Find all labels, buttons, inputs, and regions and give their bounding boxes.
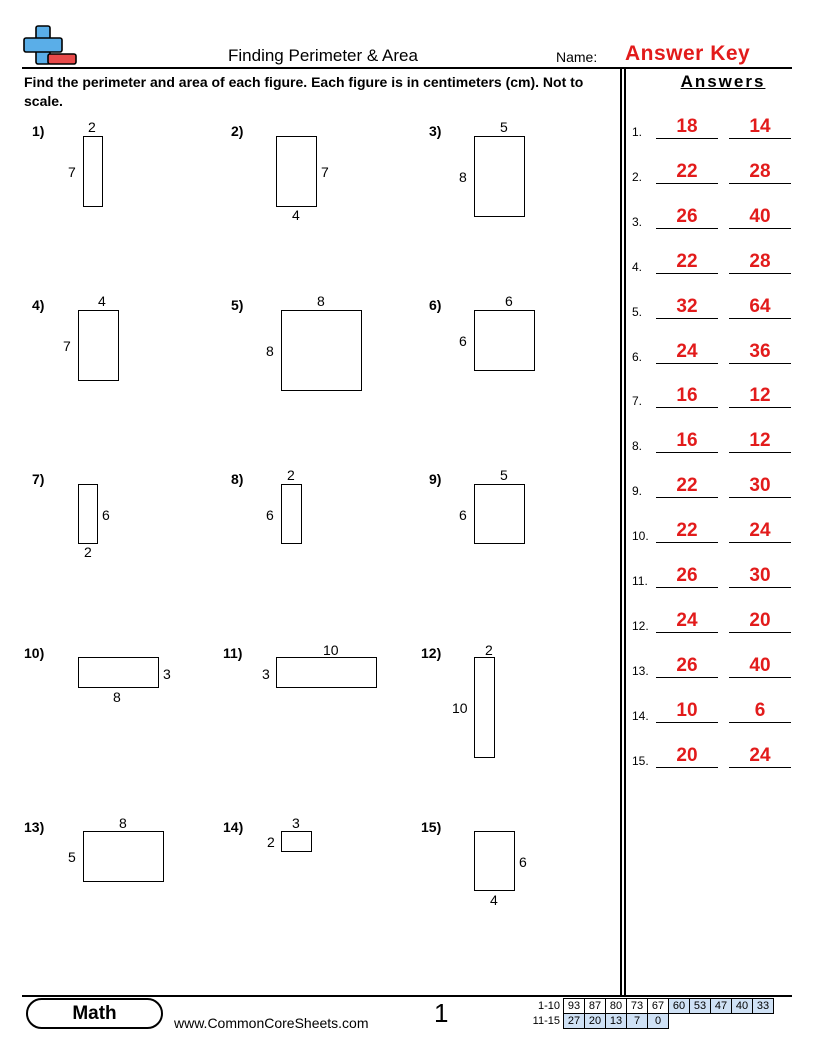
score-cell-empty xyxy=(711,1014,732,1029)
problem-label: 9) xyxy=(429,471,442,487)
area-answer[interactable]: 28 xyxy=(729,251,791,274)
column-divider-left xyxy=(620,69,622,995)
area-answer[interactable]: 24 xyxy=(729,745,791,768)
score-cell: 20 xyxy=(585,1014,606,1029)
answer-number: 13. xyxy=(632,663,649,678)
rectangle-figure xyxy=(474,310,535,371)
score-cell: 73 xyxy=(627,999,648,1014)
problem-label: 7) xyxy=(32,471,45,487)
score-cell: 13 xyxy=(606,1014,627,1029)
area-answer[interactable]: 24 xyxy=(729,520,791,543)
rectangle-figure xyxy=(83,831,164,882)
rectangle-figure xyxy=(474,831,515,891)
score-cell-empty xyxy=(669,1014,690,1029)
problem-label: 5) xyxy=(231,297,244,313)
answer-row xyxy=(631,295,801,319)
dimension-label: 3 xyxy=(262,666,270,682)
answer-row xyxy=(631,564,801,588)
dimension-label: 3 xyxy=(163,666,171,682)
dimension-label: 8 xyxy=(317,293,325,309)
score-cell: 27 xyxy=(564,1014,585,1029)
answer-number: 4. xyxy=(632,259,643,274)
score-cell: 40 xyxy=(732,999,753,1014)
problem-label: 14) xyxy=(223,819,244,835)
dimension-label: 7 xyxy=(68,164,76,180)
score-cell: 80 xyxy=(606,999,627,1014)
perimeter-answer[interactable]: 22 xyxy=(656,520,718,543)
answer-number: 3. xyxy=(632,214,643,229)
perimeter-answer[interactable]: 22 xyxy=(656,161,718,184)
dimension-label: 6 xyxy=(459,507,467,523)
area-answer[interactable]: 28 xyxy=(729,161,791,184)
dimension-label: 6 xyxy=(102,507,110,523)
dimension-label: 2 xyxy=(88,119,96,135)
problem-label: 10) xyxy=(24,645,45,661)
dimension-label: 2 xyxy=(287,467,295,483)
website-link[interactable]: www.CommonCoreSheets.com xyxy=(174,1015,369,1031)
answer-number: 6. xyxy=(632,349,643,364)
score-row xyxy=(528,999,774,1014)
answer-number: 2. xyxy=(632,169,643,184)
dimension-label: 10 xyxy=(452,700,468,716)
dimension-label: 8 xyxy=(113,689,121,705)
answer-number: 10. xyxy=(632,529,649,544)
perimeter-answer[interactable]: 22 xyxy=(656,251,718,274)
score-cell: 67 xyxy=(648,999,669,1014)
dimension-label: 8 xyxy=(459,169,467,185)
subject-badge: Math xyxy=(26,998,163,1029)
score-cell: 0 xyxy=(648,1014,669,1029)
perimeter-answer[interactable]: 26 xyxy=(656,206,718,229)
rectangle-figure xyxy=(474,484,525,544)
problem-label: 13) xyxy=(24,819,45,835)
problem-label: 12) xyxy=(421,645,442,661)
area-answer[interactable]: 12 xyxy=(729,385,791,408)
area-answer[interactable]: 40 xyxy=(729,206,791,229)
answer-number: 8. xyxy=(632,439,643,454)
rectangle-figure xyxy=(474,136,525,217)
dimension-label: 8 xyxy=(119,815,127,831)
rectangle-figure xyxy=(78,657,159,688)
answer-number: 11. xyxy=(632,574,648,588)
answer-row xyxy=(631,699,801,723)
rectangle-figure xyxy=(281,310,362,391)
perimeter-answer[interactable]: 26 xyxy=(656,655,718,678)
answers-heading: Answers xyxy=(680,72,766,91)
perimeter-answer[interactable]: 16 xyxy=(656,430,718,453)
dimension-label: 2 xyxy=(267,834,275,850)
score-cell: 53 xyxy=(690,999,711,1014)
dimension-label: 6 xyxy=(266,507,274,523)
score-cell: 87 xyxy=(585,999,606,1014)
answer-row xyxy=(631,609,801,633)
dimension-label: 6 xyxy=(459,333,467,349)
perimeter-answer[interactable]: 26 xyxy=(656,565,718,588)
answer-row xyxy=(631,205,801,229)
dimension-label: 2 xyxy=(84,544,92,560)
answer-row xyxy=(631,340,801,364)
perimeter-answer[interactable]: 32 xyxy=(656,296,718,319)
rectangle-figure xyxy=(78,310,119,381)
area-answer[interactable]: 20 xyxy=(729,610,791,633)
score-row xyxy=(528,1014,774,1029)
plus-minus-logo-icon xyxy=(22,24,78,68)
answer-row xyxy=(631,384,801,408)
rectangle-figure xyxy=(474,657,495,758)
problem-label: 3) xyxy=(429,123,442,139)
dimension-label: 8 xyxy=(266,343,274,359)
score-cell: 93 xyxy=(564,999,585,1014)
problem-label: 1) xyxy=(32,123,45,139)
header-divider xyxy=(22,67,792,69)
area-answer[interactable]: 36 xyxy=(729,341,791,364)
dimension-label: 6 xyxy=(505,293,513,309)
problem-label: 2) xyxy=(231,123,244,139)
problem-label: 4) xyxy=(32,297,45,313)
answer-row xyxy=(631,429,801,453)
answer-number: 5. xyxy=(632,304,643,319)
answer-row xyxy=(631,250,801,274)
dimension-label: 4 xyxy=(490,892,498,908)
dimension-label: 4 xyxy=(98,293,106,309)
answer-number: 15. xyxy=(632,753,649,768)
column-divider-right xyxy=(624,69,626,995)
area-answer[interactable]: 30 xyxy=(729,475,791,498)
perimeter-answer[interactable]: 24 xyxy=(656,610,718,633)
perimeter-answer[interactable]: 18 xyxy=(656,116,718,139)
perimeter-answer[interactable]: 22 xyxy=(656,475,718,498)
area-answer[interactable]: 30 xyxy=(729,565,791,588)
problem-label: 11) xyxy=(223,645,243,661)
score-cell: 33 xyxy=(753,999,774,1014)
answer-key-label: Answer Key xyxy=(625,42,751,65)
rectangle-figure xyxy=(281,484,302,544)
answer-row xyxy=(631,654,801,678)
name-label: Name: xyxy=(556,49,598,65)
answer-row xyxy=(631,160,801,184)
rectangle-figure xyxy=(281,831,312,852)
answer-number: 9. xyxy=(632,484,643,499)
score-table xyxy=(528,998,774,1029)
page-number: 1 xyxy=(434,998,449,1028)
dimension-label: 5 xyxy=(500,119,508,135)
dimension-label: 3 xyxy=(292,815,300,831)
dimension-label: 4 xyxy=(292,207,300,223)
rectangle-figure xyxy=(276,136,317,207)
score-cell-empty xyxy=(732,1014,753,1029)
instructions: Find the perimeter and area of each figure. Each figure is in centimeters (cm). Not to scale. xyxy=(24,74,584,109)
score-cell-empty xyxy=(753,1014,774,1029)
score-cell: 47 xyxy=(711,999,732,1014)
answer-number: 14. xyxy=(632,708,649,723)
dimension-label: 5 xyxy=(500,467,508,483)
answer-row xyxy=(631,744,801,768)
score-cell: 60 xyxy=(669,999,690,1014)
answer-row xyxy=(631,519,801,543)
problem-label: 6) xyxy=(429,297,442,313)
perimeter-answer[interactable]: 10 xyxy=(656,700,718,723)
score-cell: 7 xyxy=(627,1014,648,1029)
score-row-label: 11-15 xyxy=(532,1015,560,1027)
dimension-label: 2 xyxy=(485,642,493,658)
rectangle-figure xyxy=(83,136,103,207)
area-answer[interactable]: 40 xyxy=(729,655,791,678)
score-row-label: 1-10 xyxy=(537,1000,560,1012)
area-answer[interactable]: 14 xyxy=(729,116,791,139)
page-title: Finding Perimeter & Area xyxy=(228,46,418,65)
perimeter-answer[interactable]: 20 xyxy=(656,745,718,768)
dimension-label: 7 xyxy=(321,164,329,180)
area-answer[interactable]: 12 xyxy=(729,430,791,453)
score-cell-empty xyxy=(690,1014,711,1029)
perimeter-answer[interactable]: 16 xyxy=(656,385,718,408)
footer-divider xyxy=(22,995,792,997)
rectangle-figure xyxy=(276,657,377,688)
answer-row xyxy=(631,115,801,139)
area-answer[interactable]: 64 xyxy=(729,296,791,319)
dimension-label: 6 xyxy=(519,854,527,870)
answer-number: 1. xyxy=(632,125,643,139)
dimension-label: 10 xyxy=(323,642,339,658)
dimension-label: 7 xyxy=(63,338,71,354)
problem-label: 8) xyxy=(231,471,244,487)
rectangle-figure xyxy=(78,484,98,544)
answer-number: 12. xyxy=(632,618,649,633)
dimension-label: 5 xyxy=(68,849,76,865)
answer-row xyxy=(631,474,801,498)
problem-label: 15) xyxy=(421,819,442,835)
area-answer[interactable]: 6 xyxy=(729,700,791,723)
perimeter-answer[interactable]: 24 xyxy=(656,341,718,364)
answer-number: 7. xyxy=(632,394,643,409)
